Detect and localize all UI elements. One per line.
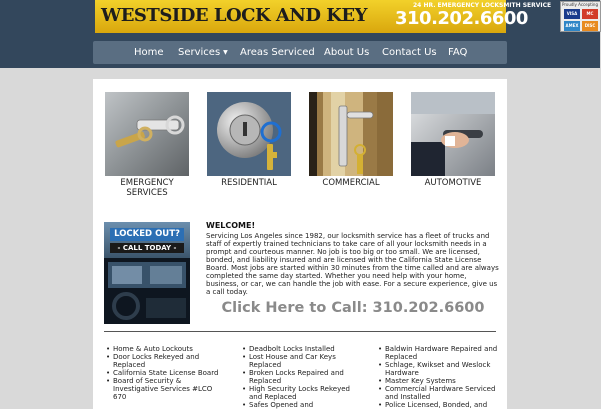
welcome-heading: WELCOME! (206, 221, 256, 230)
list-item: • Schlage, Kwikset and Weslock Hardware (376, 361, 498, 377)
click-to-call-link[interactable]: Click Here to Call: 310.202.6600 (221, 300, 485, 316)
cards-label: Proudly Accepting (562, 2, 598, 7)
service-label-residential[interactable]: RESIDENTIAL (221, 178, 277, 188)
brand-logo: WESTSIDE LOCK AND KEY (101, 5, 367, 26)
list-item: • Baldwin Hardware Repaired and Replaced (376, 345, 498, 361)
nav-item-services[interactable] (178, 41, 228, 64)
nav-item-areas-serviced[interactable] (240, 41, 315, 64)
mastercard-icon: MC (582, 9, 598, 19)
section-divider (104, 331, 496, 332)
service-label-commercial[interactable]: COMMERCIAL (322, 178, 380, 188)
nav-item-home[interactable] (134, 41, 164, 64)
main-nav (93, 41, 507, 64)
list-item: • Police Licensed, Bonded, and (376, 401, 498, 409)
list-item: • Commercial Hardware Serviced and Installed (376, 385, 498, 401)
service-label-automotive[interactable]: AUTOMOTIVE (424, 178, 482, 188)
service-list-col1 (104, 345, 222, 401)
main-content (93, 79, 507, 409)
discover-card-icon: DISC (582, 21, 598, 31)
nav-label: FAQ (448, 47, 468, 58)
emergency-services-image[interactable] (105, 92, 189, 176)
service-list-col3 (376, 345, 498, 409)
locked-out-heading: LOCKED OUT? (110, 228, 184, 241)
nav-item-faq[interactable] (448, 41, 467, 64)
nav-label: Home (134, 47, 164, 58)
list-item: • High Security Locks Rekeyed and Replaced (240, 385, 358, 401)
residential-image[interactable] (207, 92, 291, 176)
header-tagline: 24 HR. EMERGENCY LOCKSMITH SERVICE (413, 2, 552, 9)
header-phone[interactable]: 310.202.6600 (395, 8, 528, 29)
list-item: • Master Key Systems (376, 377, 498, 385)
visa-card-icon: VISA (564, 9, 580, 19)
commercial-image[interactable] (309, 92, 393, 176)
list-item: • Door Locks Rekeyed and Replaced (104, 353, 222, 369)
automotive-image[interactable] (411, 92, 495, 176)
header-banner[interactable] (95, 0, 598, 33)
nav-label: About Us (324, 47, 370, 58)
caret-down-icon: ▼ (223, 49, 228, 56)
call-today-label: - CALL TODAY - (110, 243, 184, 253)
amex-card-icon: AMEX (564, 21, 580, 31)
locked-out-promo[interactable] (104, 222, 190, 324)
nav-label: Services (178, 47, 221, 58)
list-item: • Safes Opened and (240, 401, 358, 409)
service-label-emergency[interactable]: EMERGENCY SERVICES (120, 178, 174, 198)
nav-item-contact-us[interactable] (382, 41, 437, 64)
list-item: • Home & Auto Lockouts (104, 345, 222, 353)
list-item: • Broken Locks Repaired and Replaced (240, 369, 358, 385)
list-item: • Lost House and Car Keys Replaced (240, 353, 358, 369)
service-list-col2 (240, 345, 358, 409)
nav-item-about-us[interactable] (324, 41, 369, 64)
list-item: • Board of Security & Investigative Services #LCO 670 (104, 377, 222, 401)
nav-label: Areas Serviced (240, 47, 315, 58)
accepted-cards (560, 1, 601, 32)
nav-label: Contact Us (382, 47, 437, 58)
list-item: • California State License Board (104, 369, 222, 377)
welcome-text: Servicing Los Angeles since 1982, our locksmith service has a fleet of trucks and staff of expertly trained technicians to take care of all your locksmith needs in a prompt and courteous manner. No job is too big or too small. We are licensed, bonded, and liability insured and are licensed with the California State License Board. Most jobs are started within 30 minutes from the time called and are always completed the same day started. Whether you need help with your home, business, or car, we can handle the job with ease. For a secure experience, give us a call today. (206, 232, 499, 296)
list-item: • Deadbolt Locks Installed (240, 345, 358, 353)
